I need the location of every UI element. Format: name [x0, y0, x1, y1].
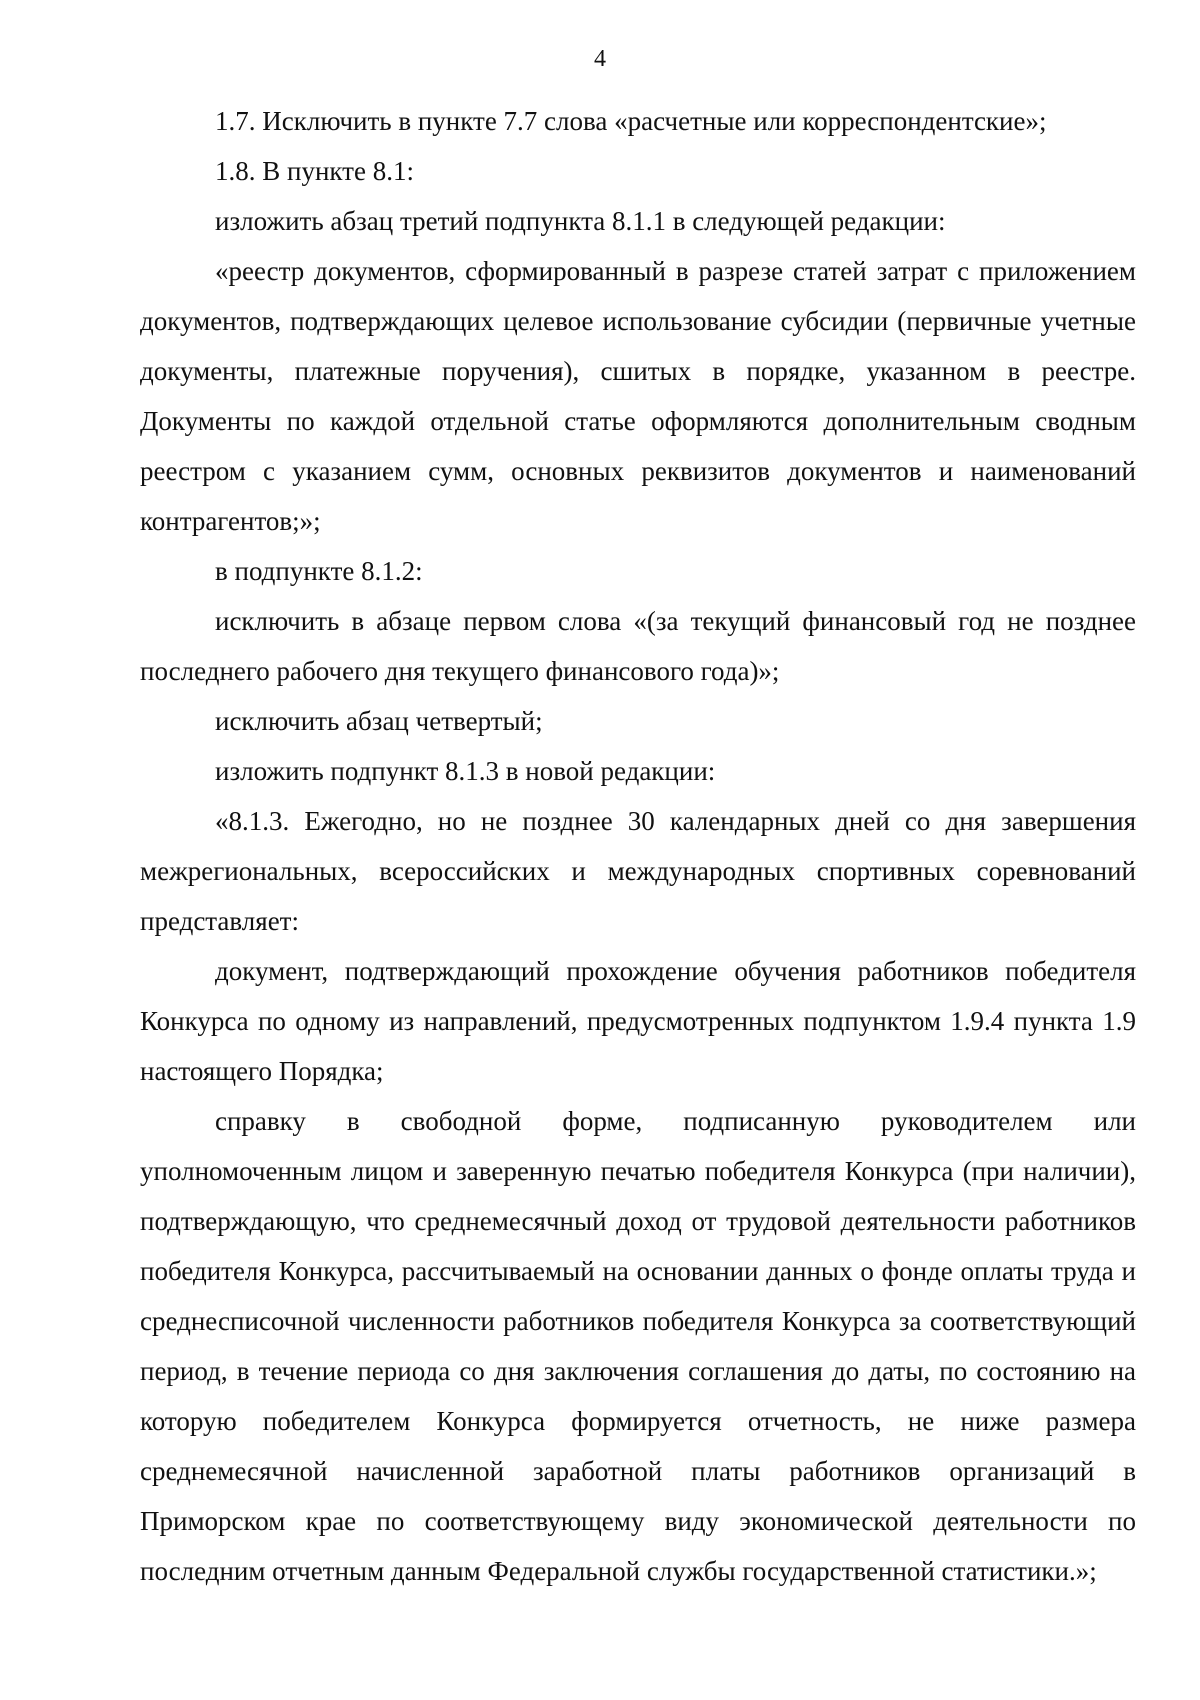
- paragraph-amend-8-1-3: изложить подпункт 8.1.3 в новой редакции:: [215, 756, 716, 786]
- paragraph-amend-8-1-1: изложить абзац третий подпункта 8.1.1 в следующей редакции:: [215, 206, 946, 236]
- paragraph-8-1-3-text: «8.1.3. Ежегодно, но не позднее 30 календарных дней со дня завершения межрегиональных, всероссийских и международных спортивных соревнований представляет:: [140, 806, 1136, 936]
- paragraph-training-document: документ, подтверждающий прохождение обучения работников победителя Конкурса по одному из направлений, предусмотренных подпунктом 1.9.4 пункта 1.9 настоящего Порядка;: [140, 956, 1136, 1086]
- paragraph-exclude-words: исключить в абзаце первом слова «(за текущий финансовый год не позднее последнего рабочего дня текущего финансового года)»;: [140, 606, 1136, 686]
- page-number: 4: [594, 46, 606, 72]
- paragraph-1-7: 1.7. Исключить в пункте 7.7 слова «расчетные или корреспондентские»;: [215, 106, 1047, 136]
- paragraph-8-1-2: в подпункте 8.1.2:: [215, 556, 423, 586]
- document-body: [140, 96, 1136, 1596]
- paragraph-income-certificate: справку в свободной форме, подписанную руководителем или уполномоченным лицом и заверенную печатью победителя Конкурса (при наличии), подтверждающую, что среднемесячный доход от трудовой деятельности работников победителя Конкурса, рассчитываемый на основании данных о фонде оплаты труда и среднесписочной численности работников победителя Конкурса за соответствующий период, в течение периода со дня заключения соглашения до даты, по состоянию на которую победителем Конкурса формируется отчетность, не ниже размера среднемесячной начисленной заработной платы работников организаций в Приморском крае по соответствующему виду экономической деятельности по последним отчетным данным Федеральной службы государственной статистики.»;: [140, 1106, 1136, 1586]
- paragraph-exclude-fourth: исключить абзац четвертый;: [215, 706, 543, 736]
- paragraph-1-8: 1.8. В пункте 8.1:: [215, 156, 414, 186]
- paragraph-registry-text: «реестр документов, сформированный в разрезе статей затрат с приложением документов, подтверждающих целевое использование субсидии (первичные учетные документы, платежные поручения), сшитых в порядке, указанном в реестре. Документы по каждой отдельной статье оформляются дополнительным сводным реестром с указанием сумм, основных реквизитов документов и наименований контрагентов;»;: [140, 256, 1136, 536]
